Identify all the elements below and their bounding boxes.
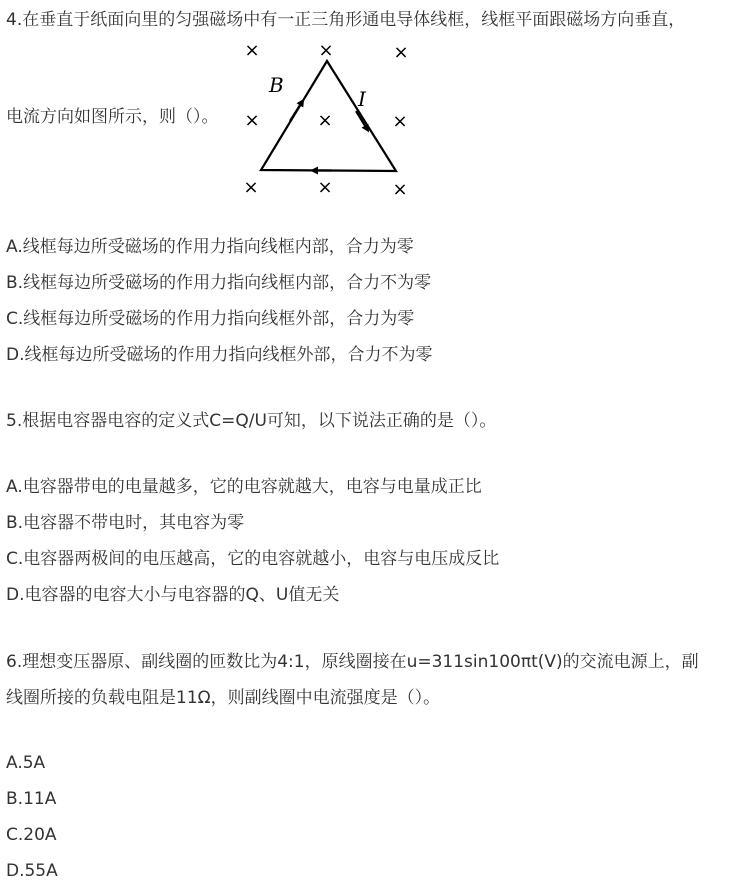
triangle-frame-diagram: [236, 36, 426, 196]
q4-triangle-figure: [236, 36, 426, 196]
q4-option-c: C.线框每边所受磁场的作用力指向线框外部，合力为零: [6, 309, 415, 329]
field-cross: ×: [244, 110, 260, 131]
field-cross: ×: [243, 177, 259, 196]
q5-option-c: C.电容器两极间的电压越高，它的电容就越小，电容与电压成反比: [6, 549, 500, 569]
q6-stem-line2: 线圈所接的负载电阻是11Ω，则副线圈中电流强度是（）。: [6, 688, 441, 708]
q6-option-a: A.5A: [6, 753, 46, 773]
q4-option-b: B.线框每边所受磁场的作用力指向线框内部，合力不为零: [6, 273, 432, 293]
field-cross: ×: [393, 42, 409, 63]
q5-option-a: A.电容器带电的电量越多，它的电容就越大，电容与电量成正比: [6, 477, 482, 497]
field-cross: ×: [392, 111, 408, 132]
field-cross: ×: [317, 110, 333, 131]
field-cross: ×: [318, 40, 334, 61]
q4-option-d: D.线框每边所受磁场的作用力指向线框外部，合力不为零: [6, 345, 433, 365]
label-b: B: [269, 73, 284, 97]
field-cross: ×: [317, 177, 333, 196]
q6-option-d: D.55A: [6, 861, 58, 881]
label-i: I: [358, 87, 366, 111]
q5-stem: 5.根据电容器电容的定义式C=Q/U可知，以下说法正确的是（）。: [6, 411, 497, 431]
q4-stem-line2: 电流方向如图所示，则（）。: [6, 107, 219, 127]
q6-option-b: B.11A: [6, 789, 57, 809]
field-cross: ×: [392, 179, 408, 196]
q5-option-d: D.电容器的电容大小与电容器的Q、U值无关: [6, 585, 340, 605]
current-arrow-right-side: [356, 111, 367, 129]
q6-option-c: C.20A: [6, 825, 57, 845]
q5-option-b: B.电容器不带电时，其电容为零: [6, 513, 245, 533]
q6-stem-line1: 6.理想变压器原、副线圈的匝数比为4:1，原线圈接在u=311sin100πt(V)的交流电源上，副: [6, 652, 699, 672]
field-cross: ×: [244, 40, 260, 61]
q4-stem-line1: 4.在垂直于纸面向里的匀强磁场中有一正三角形通电导体线框，线框平面跟磁场方向垂直，: [6, 10, 686, 30]
current-arrow-left-side: [290, 102, 302, 121]
q4-option-a: A.线框每边所受磁场的作用力指向线框内部，合力为零: [6, 237, 414, 257]
